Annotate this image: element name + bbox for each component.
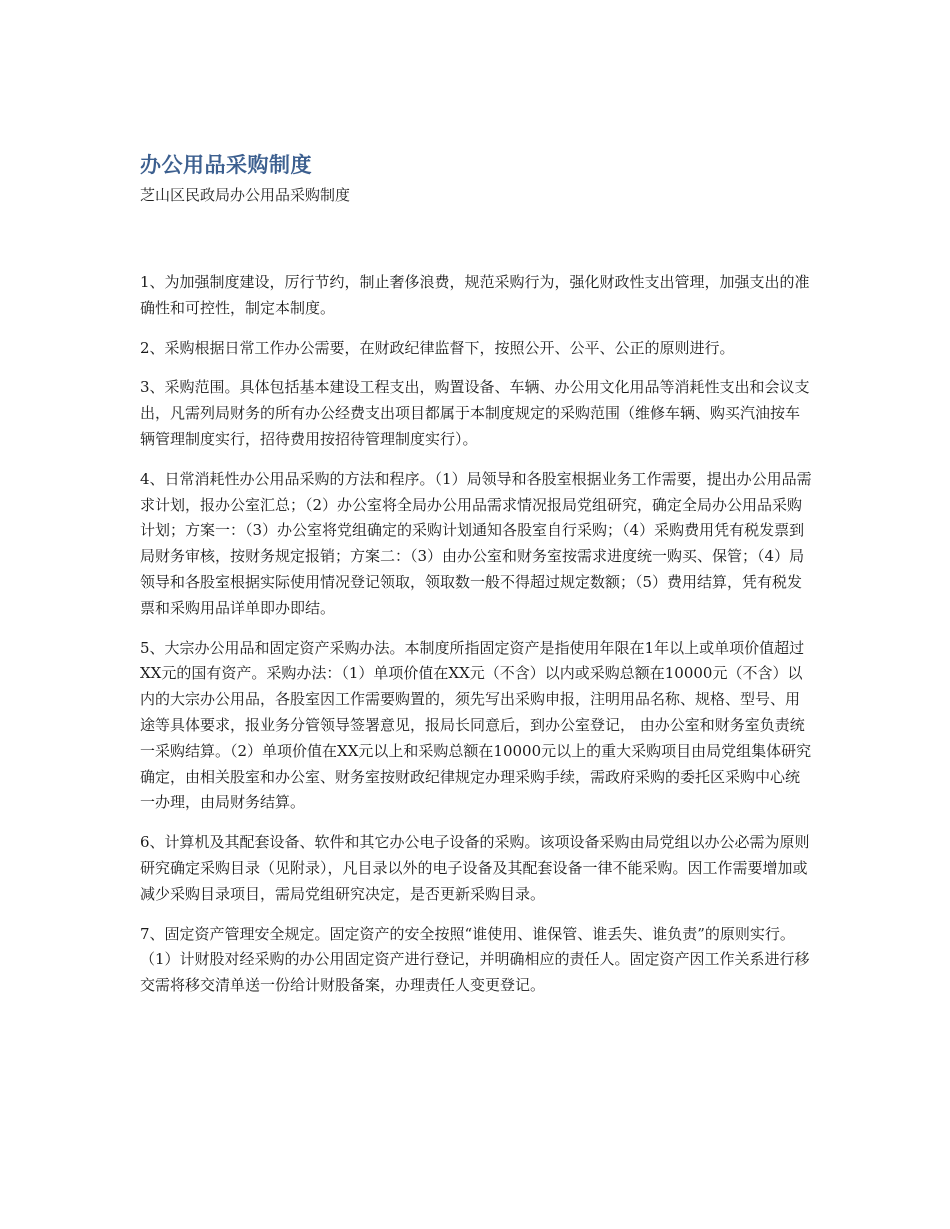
paragraph-2: 2、采购根据日常工作办公需要，在财政纪律监督下，按照公开、公平、公正的原则进行。 [140, 338, 735, 357]
paragraph-6: 6、计算机及其配套设备、软件和其它办公电子设备的采购。该项设备采购由局党组以办公必需为原则研究确定采购目录（见附录），凡目录以外的电子设备及其配套设备一律不能采购。因工作需要增加或减少采购目录项目，需局党组研究决定，是否更新采购目录。 [140, 833, 810, 903]
paragraph-1: 1、为加强制度建设，厉行节约，制止奢侈浪费，规范采购行为，强化财政性支出管理，加强支出的准确性和可控性，制定本制度。 [140, 273, 810, 317]
document-title: 办公用品采购制度 [140, 153, 312, 177]
document-body [140, 270, 812, 999]
paragraph-5: 5、大宗办公用品和固定资产采购办法。本制度所指固定资产是指使用年限在1年以上或单项价值超过XX元的国有资产。采购办法：（1）单项价值在XX元（不含）以内或采购总额在10000元（不含）以内的大宗办公用品，各股室因工作需要购置的，须先写出采购申报，注明用品名称、规格、型号、用途等具体要求，报业务分管领导签署意见，报局长同意后，到办公室登记， 由办公室和财务室负责统一采购结算。（2）单项价值在XX元以上和采购总额在10000元以上的重大采购项目由局党组集体研究确定，由相关股室和办公室、财务室按财政纪律规定办理采购手续，需政府采购的委托区采购中心统一办理，由局财务结算。 [140, 638, 812, 812]
paragraph-4: 4、日常消耗性办公用品采购的方法和程序。（1）局领导和各股室根据业务工作需要，提出办公用品需求计划，报办公室汇总；（2）办公室将全局办公用品需求情况报局党组研究，确定全局办公用品采购计划；方案一：（3）办公室将党组确定的采购计划通知各股室自行采购；（4）采购费用凭有税发票到局财务审核，按财务规定报销；方案二：（3）由办公室和财务室按需求进度统一购买、保管；（4）局领导和各股室根据实际使用情况登记领取，领取数一般不得超过规定数额；（5）费用结算，凭有税发票和采购用品详单即办即结。 [140, 469, 812, 617]
document-page [140, 150, 812, 1013]
paragraph-7: 7、固定资产管理安全规定。固定资产的安全按照“谁使用、谁保管、谁丢失、谁负责”的原则实行。（1）计财股对经采购的办公用固定资产进行登记，并明确相应的责任人。固定资产因工作关系进行移交需将移交清单送一份给计财股备案，办理责任人变更登记。 [140, 924, 810, 995]
paragraph-3: 3、采购范围。具体包括基本建设工程支出，购置设备、车辆、办公用文化用品等消耗性支出和会议支出，凡需列局财务的所有办公经费支出项目都属于本制度规定的采购范围（维修车辆、购买汽油按车辆管理制度实行，招待费用按招待管理制度实行）。 [140, 378, 810, 448]
document-subtitle: 芝山区民政局办公用品采购制度 [140, 186, 351, 204]
